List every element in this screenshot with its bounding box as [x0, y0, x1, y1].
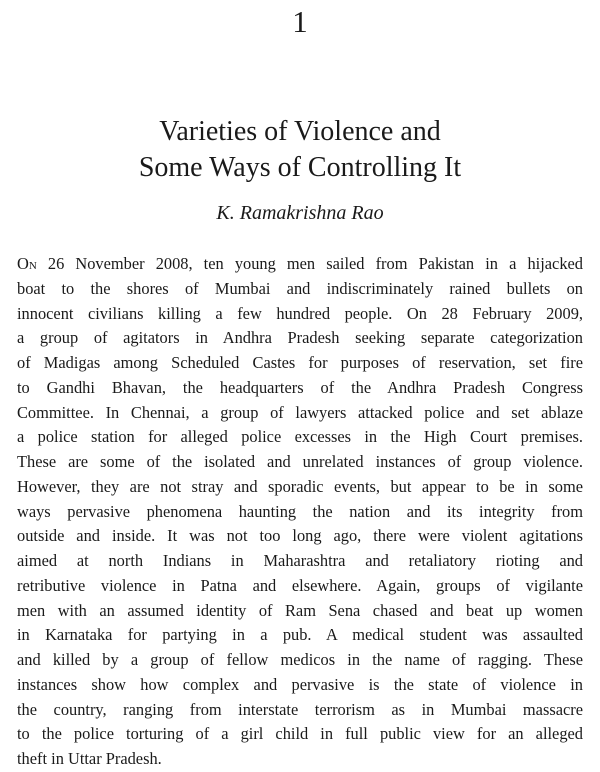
paragraph-line: in Karnataka for partying in a pub. A medical student was assaulted [17, 625, 583, 645]
chapter-number: 1 [292, 4, 308, 39]
paragraph-line: These are some of the isolated and unrelated instances of group violence. [17, 452, 583, 471]
paragraph-line-text: 26 November 2008, ten young men sailed from Pakistan in a hijacked [36, 254, 583, 273]
chapter-title [0, 114, 600, 186]
paragraph-line [17, 252, 583, 277]
paragraph-line: the country, ranging from interstate terrorism as in Mumbai massacre [17, 699, 583, 719]
paragraph-line: a police station for alleged police excesses in the High Court premises. [17, 427, 583, 447]
body-paragraph [17, 252, 583, 772]
paragraph-line: innocent civilians killing a few hundred people. On 28 February 2009, [17, 303, 583, 323]
paragraph-line: to the police torturing of a girl child in full public view for an alleged [17, 724, 583, 744]
author-name: K. Ramakrishna Rao [216, 202, 384, 224]
paragraph-line: men with an assumed identity of Ram Sena chased and beat up women [17, 600, 583, 620]
chapter-title-line-1: Varieties of Violence and [159, 116, 441, 147]
chapter-title-line-2: Some Ways of Controlling It [138, 152, 462, 183]
paragraph-line: ways pervasive phenomena haunting the nation and its integrity from [17, 501, 583, 521]
opening-word: On [17, 254, 37, 273]
paragraph-line: and killed by a group of fellow medicos in the name of ragging. These [17, 650, 583, 669]
paragraph-line: to Gandhi Bhavan, the headquarters of the Andhra Pradesh Congress [17, 377, 583, 397]
paragraph-line: of Madigas among Scheduled Castes for purposes of reservation, set fire [17, 353, 583, 372]
paragraph-line: boat to the shores of Mumbai and indiscriminately rained bullets on [17, 278, 583, 298]
paragraph-line: aimed at north Indians in Maharashtra and retaliatory rioting and [17, 551, 583, 570]
paragraph-line: outside and inside. It was not too long ago, there were violent agitations [17, 526, 583, 546]
paragraph-line: a group of agitators in Andhra Pradesh seeking separate categorization [17, 328, 583, 348]
paragraph-line: instances show how complex and pervasive is the state of violence in [17, 674, 583, 694]
paragraph-line: retributive violence in Patna and elsewhere. Again, groups of vigilante [17, 575, 583, 595]
paragraph-line: However, they are not stray and sporadic events, but appear to be in some [17, 476, 583, 496]
paragraph-line: theft in Uttar Pradesh. [17, 749, 162, 768]
paragraph-line: Committee. In Chennai, a group of lawyers attacked police and set ablaze [17, 402, 583, 422]
